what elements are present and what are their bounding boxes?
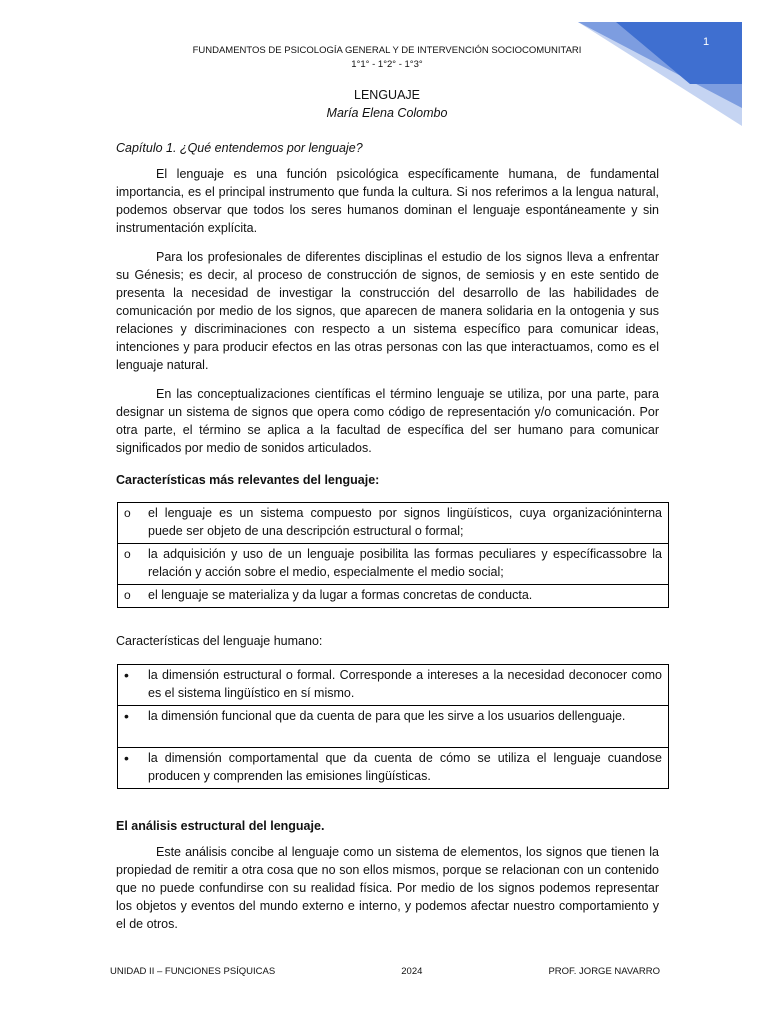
list-item-text: la dimensión comportamental que da cuenta de cómo se utiliza el lenguaje cuandose producen y comprenden las emisiones lingüísticas. xyxy=(148,751,662,783)
page-number: 1 xyxy=(703,36,710,48)
title-block xyxy=(116,86,658,122)
body-paragraph: El lenguaje es una función psicológica específicamente humana, de fundamental importancia, es el principal instrumento que funda la cultura. Si nos referimos a la lengua natural, podemos observar que todos los seres humanos dominan el lenguaje espontáneamente y sin instrumentación explícita. xyxy=(116,167,659,235)
list-item-text: el lenguaje es un sistema compuesto por signos lingüísticos, cuya organizacióninterna puede ser objeto de una descripción estructural o formal; xyxy=(148,506,662,538)
list-item xyxy=(118,584,668,607)
bullet-icon: • xyxy=(124,667,129,683)
bullet-icon: • xyxy=(124,708,129,724)
circle-bullet-icon: o xyxy=(124,506,131,520)
chapter-title: Capítulo 1. ¿Qué entendemos por lenguaje? xyxy=(116,141,363,155)
section-heading: El análisis estructural del lenguaje. xyxy=(116,819,325,833)
list-item-text: la dimensión estructural o formal. Corresponde a intereses a la necesidad deconocer como es el sistema lingüístico en sí mismo. xyxy=(148,668,662,700)
document-title: LENGUAJE xyxy=(354,88,420,102)
body-paragraph: Para los profesionales de diferentes disciplinas el estudio de los signos lleva a enfrentar su Génesis; es decir, al proceso de construcción de signos, de semiosis y en este sentido de presenta la necesidad de investigar la construcción del desarrollo de las habilidades de comunicación por medio de los signos, que aparecen de manera solidaria en la ontogenia y sus relaciones y discriminaciones con respecto a un sistema específico para comunicar ideas, intenciones y para producir efectos en las otras personas con las que interactuamos, como es el lenguaje natural. xyxy=(116,250,659,372)
body-paragraph: Este análisis concibe al lenguaje como un sistema de elementos, los signos que tienen la propiedad de remitir a otra cosa que no son ellos mismos, porque se relacionan con un contenido que no puede confundirse con su realidad física. Por medio de los signos podemos representar los objetos y eventos del mundo externo e interno, y podemos afectar nuestro comportamiento y el de otros. xyxy=(116,845,659,931)
bullet-icon: • xyxy=(124,750,129,766)
footer-professor: PROF. JORGE NAVARRO xyxy=(548,966,660,977)
list-item xyxy=(118,665,668,705)
document-body xyxy=(116,139,662,944)
circle-bullet-icon: o xyxy=(124,588,131,602)
header-course-title: FUNDAMENTOS DE PSICOLOGÍA GENERAL Y DE INTERVENCIÓN SOCIOCOMUNITARI xyxy=(192,45,582,56)
list-item xyxy=(118,543,668,584)
characteristics-list xyxy=(117,502,669,608)
document-author: María Elena Colombo xyxy=(326,106,448,120)
document-header xyxy=(116,44,658,72)
footer-unit: UNIDAD II – FUNCIONES PSÍQUICAS xyxy=(110,966,276,977)
section-subheading: Características del lenguaje humano: xyxy=(116,634,323,648)
list-item-text: la dimensión funcional que da cuenta de para que les sirve a los usuarios dellenguaje. xyxy=(148,709,626,723)
circle-bullet-icon: o xyxy=(124,547,131,561)
list-item-text: la adquisición y uso de un lenguaje posibilita las formas peculiares y específicassobre la relación y acción sobre el medio, especialmente el medio social; xyxy=(148,547,662,579)
section-heading: Características más relevantes del lenguaje: xyxy=(116,473,380,487)
header-course-groups: 1°1° - 1°2° - 1°3° xyxy=(351,59,423,70)
list-item xyxy=(118,503,668,543)
list-item xyxy=(118,705,668,747)
footer-year: 2024 xyxy=(401,966,423,977)
body-paragraph: En las conceptualizaciones científicas el término lenguaje se utiliza, por una parte, para designar un sistema de signos que opera como código de representación y/o comunicación. Por otra parte, el término se aplica a la facultad de específica del ser humano para comunicar significados por medio de sonidos articulados. xyxy=(116,387,659,455)
list-item xyxy=(118,747,668,788)
list-item-text: el lenguaje se materializa y da lugar a formas concretas de conducta. xyxy=(148,588,533,602)
human-language-list xyxy=(117,664,669,789)
document-footer xyxy=(110,966,660,977)
